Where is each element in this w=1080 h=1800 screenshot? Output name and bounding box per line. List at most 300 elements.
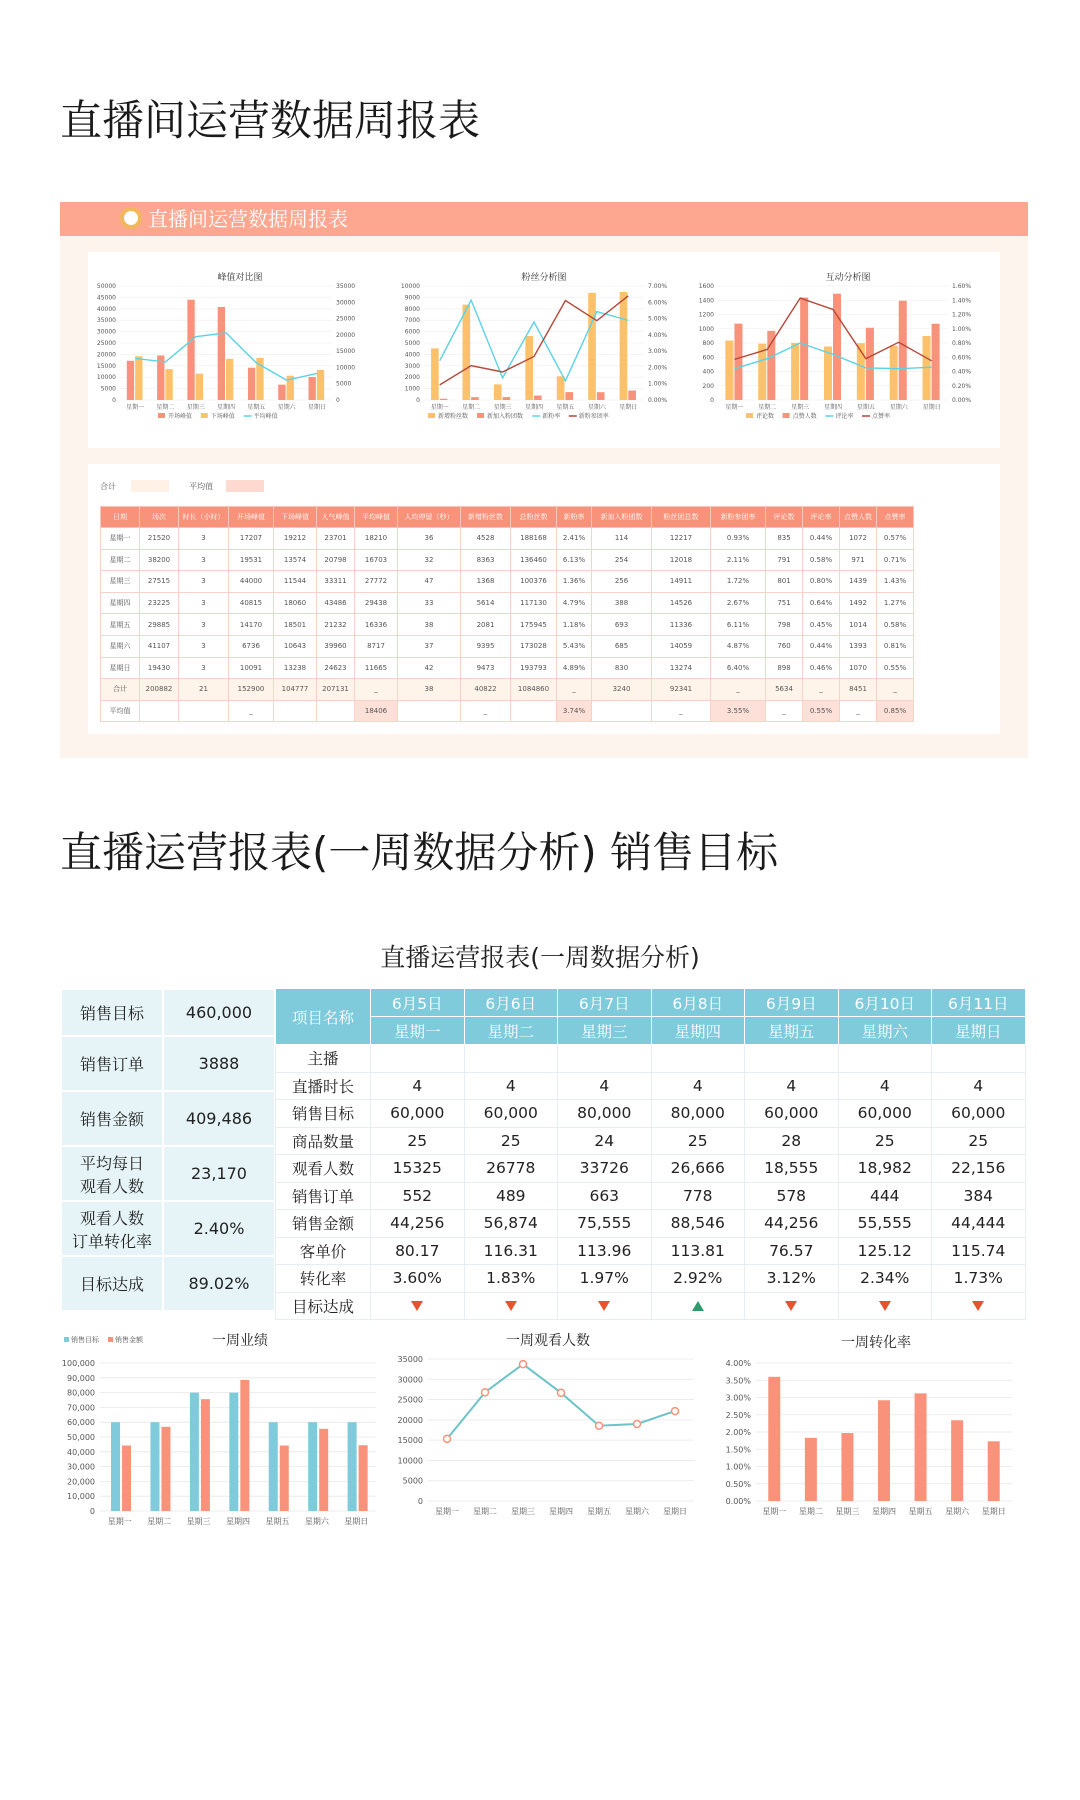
daily-cell: 22,156 [932,1155,1026,1183]
table-cell: 33 [398,592,461,614]
bar [767,331,775,400]
table-cell: 3.55% [711,700,766,722]
table-cell: 1.43% [877,571,914,593]
x-tick-label: 星期一 [762,1507,787,1516]
summary-key-line: 目标达成 [79,1275,144,1294]
table-cell: 33311 [317,571,355,593]
x-tick-label: 星期四 [226,1517,250,1525]
daily-cell: 113.81 [651,1237,745,1265]
table-cell: 0.44% [803,528,840,550]
y-tick-label: 7000 [404,317,420,325]
table-cell: 6.11% [711,614,766,636]
y-tick-label: 2.50% [725,1410,751,1420]
y2-tick-label: 1.60% [952,283,972,290]
bar [165,369,172,400]
x-tick-label: 星期五 [856,404,875,411]
table-cell: 27515 [140,571,179,593]
table-cell: 1368 [461,571,511,593]
daily-cell [558,1045,652,1073]
arrow-down-icon [972,1301,984,1311]
table-cell: 2.41% [557,528,592,550]
y2-tick-label: 1.40% [952,297,972,305]
x-tick-label: 星期五 [587,1507,611,1516]
daily-cell: 444 [838,1182,932,1210]
y-tick-label: 400 [702,368,714,376]
arrow-down-icon [598,1301,610,1311]
summary-key-line: 观看人数 [79,1176,144,1196]
bar [890,346,898,400]
weekday-header: 星期五 [745,1017,839,1045]
table-cell: 8451 [840,679,877,701]
y-tick-label: 9000 [404,294,420,302]
table-cell: 11665 [355,657,398,679]
x-tick-label: 星期二 [473,1507,497,1516]
table-cell: 星期二 [101,549,140,571]
table-cell: _ [557,679,592,701]
sales-summary-table [60,988,276,1312]
y2-tick-label: 10000 [336,364,356,372]
y-tick-label: 25000 [96,340,116,347]
row-label: 销售金额 [276,1210,371,1238]
legend-swatch [201,413,208,418]
weekday-header: 星期二 [464,1017,558,1045]
target-cell [651,1292,745,1320]
table-cell: 16703 [355,549,398,571]
date-header: 6月11日 [932,989,1026,1017]
table-header-cell: 平均峰值 [355,507,398,528]
legend-label: 销售目标 [71,1336,99,1344]
y-tick-label: 5000 [100,385,116,393]
table-cell: 3 [179,657,229,679]
bar [841,1433,853,1501]
table-cell: 3 [179,592,229,614]
table-cell: 11544 [274,571,317,593]
summary-row [61,1091,275,1146]
legend-label: 点赞率 [872,413,891,420]
y-tick-label: 1200 [698,311,714,319]
bar [280,1446,289,1511]
table-row [101,635,914,657]
y-tick-label: 0 [89,1507,95,1516]
table-cell: 19430 [140,657,179,679]
table-cell: 0.55% [877,657,914,679]
target-cell [371,1292,465,1320]
header-label: 项目名称 [276,989,371,1045]
daily-cell: 25 [651,1127,745,1155]
daily-cell [651,1045,745,1073]
bar [833,294,841,400]
bar [725,341,733,400]
peak-chart [88,252,392,448]
bar [463,305,471,400]
table-cell: 5634 [766,679,803,701]
table-cell: 207131 [317,679,355,701]
table-cell: 2.67% [711,592,766,614]
chart-title: 峰值对比图 [217,273,263,283]
x-tick-label: 星期二 [462,404,481,411]
x-tick-label: 星期五 [265,1517,290,1525]
bar [471,397,479,400]
table-cell: 20798 [317,549,355,571]
bar [187,300,194,400]
summary-value: 23,170 [163,1146,275,1201]
row-label: 直播时长 [276,1072,371,1100]
y-tick-label: 4.00% [725,1359,751,1368]
table-cell: 0.93% [711,528,766,550]
x-tick-label: 星期二 [156,404,175,411]
series-line [447,1364,675,1439]
x-tick-label: 星期四 [823,404,843,411]
table-cell: _ [229,700,274,722]
y-tick-label: 20000 [397,1415,423,1425]
x-tick-label: 星期四 [216,404,236,411]
table-cell: 6.13% [557,549,592,571]
table-cell: 173028 [511,635,557,657]
table-cell: 14911 [652,571,711,593]
daily-cell: 4 [558,1072,652,1100]
x-tick-label: 星期四 [549,1507,573,1516]
table-cell: _ [840,700,877,722]
table-cell: 0.46% [803,657,840,679]
table-cell: 798 [766,614,803,636]
daily-cell: 55,555 [838,1210,932,1238]
x-tick-label: 星期三 [493,404,512,411]
table-cell: 38200 [140,549,179,571]
y-tick-label: 2.00% [725,1428,751,1437]
x-tick-label: 星期三 [511,1507,535,1516]
table-cell: 29885 [140,614,179,636]
y2-tick-label: 0.80% [952,340,972,347]
y-tick-label: 10000 [96,374,116,382]
sales-report-title: 直播运营报表(一周数据分析) [380,943,700,972]
target-cell [838,1292,932,1320]
row-label: 主播 [276,1045,371,1073]
fans-chart [392,252,696,448]
table-cell: 0.55% [803,700,840,722]
data-point [558,1389,565,1396]
table-cell: 791 [766,549,803,571]
table-cell: 200882 [140,679,179,701]
table-cell: 0.57% [877,528,914,550]
table-cell: 4.87% [711,635,766,657]
table-header-cell: 新增粉丝数 [461,507,511,528]
daily-cell: 25 [932,1127,1026,1155]
daily-cell: 2.34% [838,1265,932,1293]
y-tick-label: 0 [417,1497,423,1506]
y-tick-label: 5000 [402,1476,423,1486]
x-tick-label: 星期日 [663,1507,687,1516]
bar [620,292,628,400]
row-label: 商品数量 [276,1127,371,1155]
summary-value: 89.02% [163,1256,275,1311]
table-cell: 40815 [229,592,274,614]
daily-cell: 116.31 [464,1237,558,1265]
x-tick-label: 星期一 [430,404,449,411]
x-tick-label: 星期六 [625,1507,649,1516]
date-header: 6月5日 [371,989,465,1017]
table-row [101,614,914,636]
table-header-cell: 粉丝团总数 [652,507,711,528]
table-cell: _ [877,679,914,701]
table-cell: 星期六 [101,635,140,657]
sum-label: 合计 [100,481,116,491]
row-label: 转化率 [276,1265,371,1293]
table-cell: _ [652,700,711,722]
daily-cell: 18,982 [838,1155,932,1183]
chart-title: 粉丝分析图 [521,273,567,283]
y2-tick-label: 5.00% [648,315,668,323]
y2-tick-label: 20000 [336,331,356,339]
table-cell: 19531 [229,549,274,571]
summary-row [61,1036,275,1091]
x-tick-label: 星期四 [524,404,544,411]
sales-daily-table [275,988,1026,1320]
y-tick-label: 70,000 [67,1403,95,1413]
y-tick-label: 35000 [397,1355,423,1364]
table-cell: 1492 [840,592,877,614]
table-header-cell: 人气峰值 [317,507,355,528]
x-tick-label: 星期三 [186,1517,211,1525]
table-cell: 5614 [461,592,511,614]
table-cell: 38 [398,614,461,636]
table-cell: 3 [179,635,229,657]
y2-tick-label: 3.00% [648,348,668,356]
table-cell: 平均值 [101,700,140,722]
y2-tick-label: 0.00% [952,397,972,404]
bar [805,1438,817,1501]
daily-cell: 4 [745,1072,839,1100]
table-header-cell: 日期 [101,507,140,528]
y2-tick-label: 0.40% [952,368,972,376]
table-cell: 18210 [355,528,398,550]
y-tick-label: 0 [416,397,420,404]
x-tick-label: 星期二 [147,1517,172,1525]
daily-cell: 3.60% [371,1265,465,1293]
y-tick-label: 30000 [96,328,116,336]
arrow-down-icon [785,1301,797,1311]
y-tick-label: 20,000 [67,1477,95,1487]
table-cell: 1393 [840,635,877,657]
daily-cell: 4 [838,1072,932,1100]
table-cell: 1084860 [511,679,557,701]
table-cell: 898 [766,657,803,679]
daily-cell: 33726 [558,1155,652,1183]
row-label: 目标达成 [276,1292,371,1320]
daily-cell: 4 [464,1072,558,1100]
y-tick-label: 3.50% [725,1376,751,1386]
daily-row [276,1265,1026,1293]
y2-tick-label: 0.20% [952,382,972,390]
table-cell: 18406 [355,700,398,722]
table-row [101,592,914,614]
x-tick-label: 星期六 [304,1517,329,1525]
x-tick-label: 星期三 [791,404,810,411]
x-tick-label: 星期四 [872,1507,896,1516]
y-tick-label: 15000 [96,362,116,370]
table-header-cell: 新粉率 [557,507,592,528]
daily-row [276,1182,1026,1210]
y-tick-label: 2000 [404,374,420,382]
table-cell: 693 [592,614,652,636]
y-tick-label: 80,000 [67,1388,95,1398]
daily-cell [371,1045,465,1073]
bar [525,336,533,400]
x-tick-label: 星期六 [945,1507,970,1516]
table-cell: 10091 [229,657,274,679]
daily-cell: 80.17 [371,1237,465,1265]
summary-value: 2.40% [163,1201,275,1256]
daily-cell: 44,256 [745,1210,839,1238]
daily-cell [464,1045,558,1073]
summary-key-line: 平均每日 [79,1153,144,1173]
daily-cell: 18,555 [745,1155,839,1183]
table-cell: 114 [592,528,652,550]
summary-key-line: 销售订单 [79,1055,144,1074]
daily-cell: 578 [745,1182,839,1210]
bar [768,1377,780,1501]
table-cell: 1.27% [877,592,914,614]
y-tick-label: 0 [112,397,116,404]
table-cell: 193793 [511,657,557,679]
table-cell: 37 [398,635,461,657]
table-cell: 751 [766,592,803,614]
table-cell: 0.45% [803,614,840,636]
bar [127,361,134,400]
weekday-header: 星期三 [558,1017,652,1045]
bar [915,1393,927,1501]
y2-tick-label: 1.00% [952,325,972,333]
legend-label: 平均峰值 [253,413,278,420]
bar [597,392,605,400]
daily-cell: 552 [371,1182,465,1210]
x-tick-label: 星期日 [307,404,326,411]
daily-cell: 663 [558,1182,652,1210]
table-cell [511,700,557,722]
date-header: 6月8日 [651,989,745,1017]
summary-key [61,989,163,1036]
y-tick-label: 3.00% [725,1393,751,1403]
data-point [634,1420,641,1427]
y-tick-label: 60,000 [67,1418,95,1428]
table-cell: 254 [592,549,652,571]
table-header-cell: 开场峰值 [229,507,274,528]
table-cell: 92341 [652,679,711,701]
table-cell: 10643 [274,635,317,657]
y2-tick-label: 6.00% [648,299,668,307]
table-cell: 3 [179,528,229,550]
y-tick-label: 1600 [698,283,714,290]
target-cell [745,1292,839,1320]
bar [503,397,511,400]
table-header-cell: 点赞人数 [840,507,877,528]
daily-cell: 3.12% [745,1265,839,1293]
weekday-header: 星期六 [838,1017,932,1045]
table-cell: 0.85% [877,700,914,722]
table-cell: 19212 [274,528,317,550]
bar [951,1420,963,1501]
row-label: 销售目标 [276,1100,371,1128]
table-cell: 43486 [317,592,355,614]
table-cell: 24623 [317,657,355,679]
weekday-header: 星期四 [651,1017,745,1045]
summary-row [61,1256,275,1311]
table-header-cell: 评论率 [803,507,840,528]
y2-tick-label: 35000 [336,283,356,290]
table-cell: 0.44% [803,635,840,657]
legend-swatch [783,413,790,418]
bar [229,1393,238,1511]
y-tick-label: 200 [702,382,714,390]
daily-cell: 1.83% [464,1265,558,1293]
daily-cell: 4 [932,1072,1026,1100]
table-cell: 16336 [355,614,398,636]
bar [800,297,808,400]
date-header: 6月6日 [464,989,558,1017]
bar [359,1445,368,1511]
y2-tick-label: 5000 [336,380,352,388]
table-cell: 0.58% [803,549,840,571]
table-header-cell: 新粉参团率 [711,507,766,528]
table-cell: 44000 [229,571,274,593]
table-cell: 11336 [652,614,711,636]
table-cell: 星期日 [101,657,140,679]
daily-cell: 25 [464,1127,558,1155]
bar [248,368,255,400]
daily-cell: 60,000 [745,1100,839,1128]
legend-label: 新增粉丝数 [438,413,469,420]
y-tick-label: 3000 [404,362,420,370]
table-cell: 1014 [840,614,877,636]
table-cell: 23225 [140,592,179,614]
bar [988,1441,1000,1501]
table-cell: 0.58% [877,614,914,636]
summary-row [61,1201,275,1256]
y-tick-label: 45000 [96,294,116,302]
daily-cell: 115.74 [932,1237,1026,1265]
table-cell: 32 [398,549,461,571]
arrow-down-icon [879,1301,891,1311]
row-label: 客单价 [276,1237,371,1265]
x-tick-label: 星期日 [922,404,941,411]
y2-tick-label: 25000 [336,315,356,323]
data-point [444,1435,451,1442]
table-cell: 1439 [840,571,877,593]
table-cell: 0.71% [877,549,914,571]
chart-title: 一周观看人数 [506,1333,590,1349]
legend-label: 新加入粉团数 [487,413,524,420]
bar [201,1399,210,1511]
table-summary-legend [100,480,264,492]
bar [348,1422,357,1511]
y-tick-label: 0.00% [725,1497,751,1506]
x-tick-label: 星期六 [587,404,606,411]
table-header-cell: 人均停留（秒） [398,507,461,528]
table-cell [274,700,317,722]
daily-cell: 88,546 [651,1210,745,1238]
table-header-cell: 新加入粉团数 [592,507,652,528]
banner-title: 直播间运营数据周报表 [148,207,348,231]
table-cell: 256 [592,571,652,593]
y-tick-label: 90,000 [67,1373,95,1383]
page-title: 直播间运营数据周报表 [60,96,481,145]
y2-tick-label: 1.00% [648,380,668,388]
y-tick-label: 1400 [698,297,714,305]
y2-tick-label: 4.00% [648,331,668,339]
table-cell: 21520 [140,528,179,550]
bar [932,324,940,400]
daily-cell [838,1045,932,1073]
table-cell: 388 [592,592,652,614]
